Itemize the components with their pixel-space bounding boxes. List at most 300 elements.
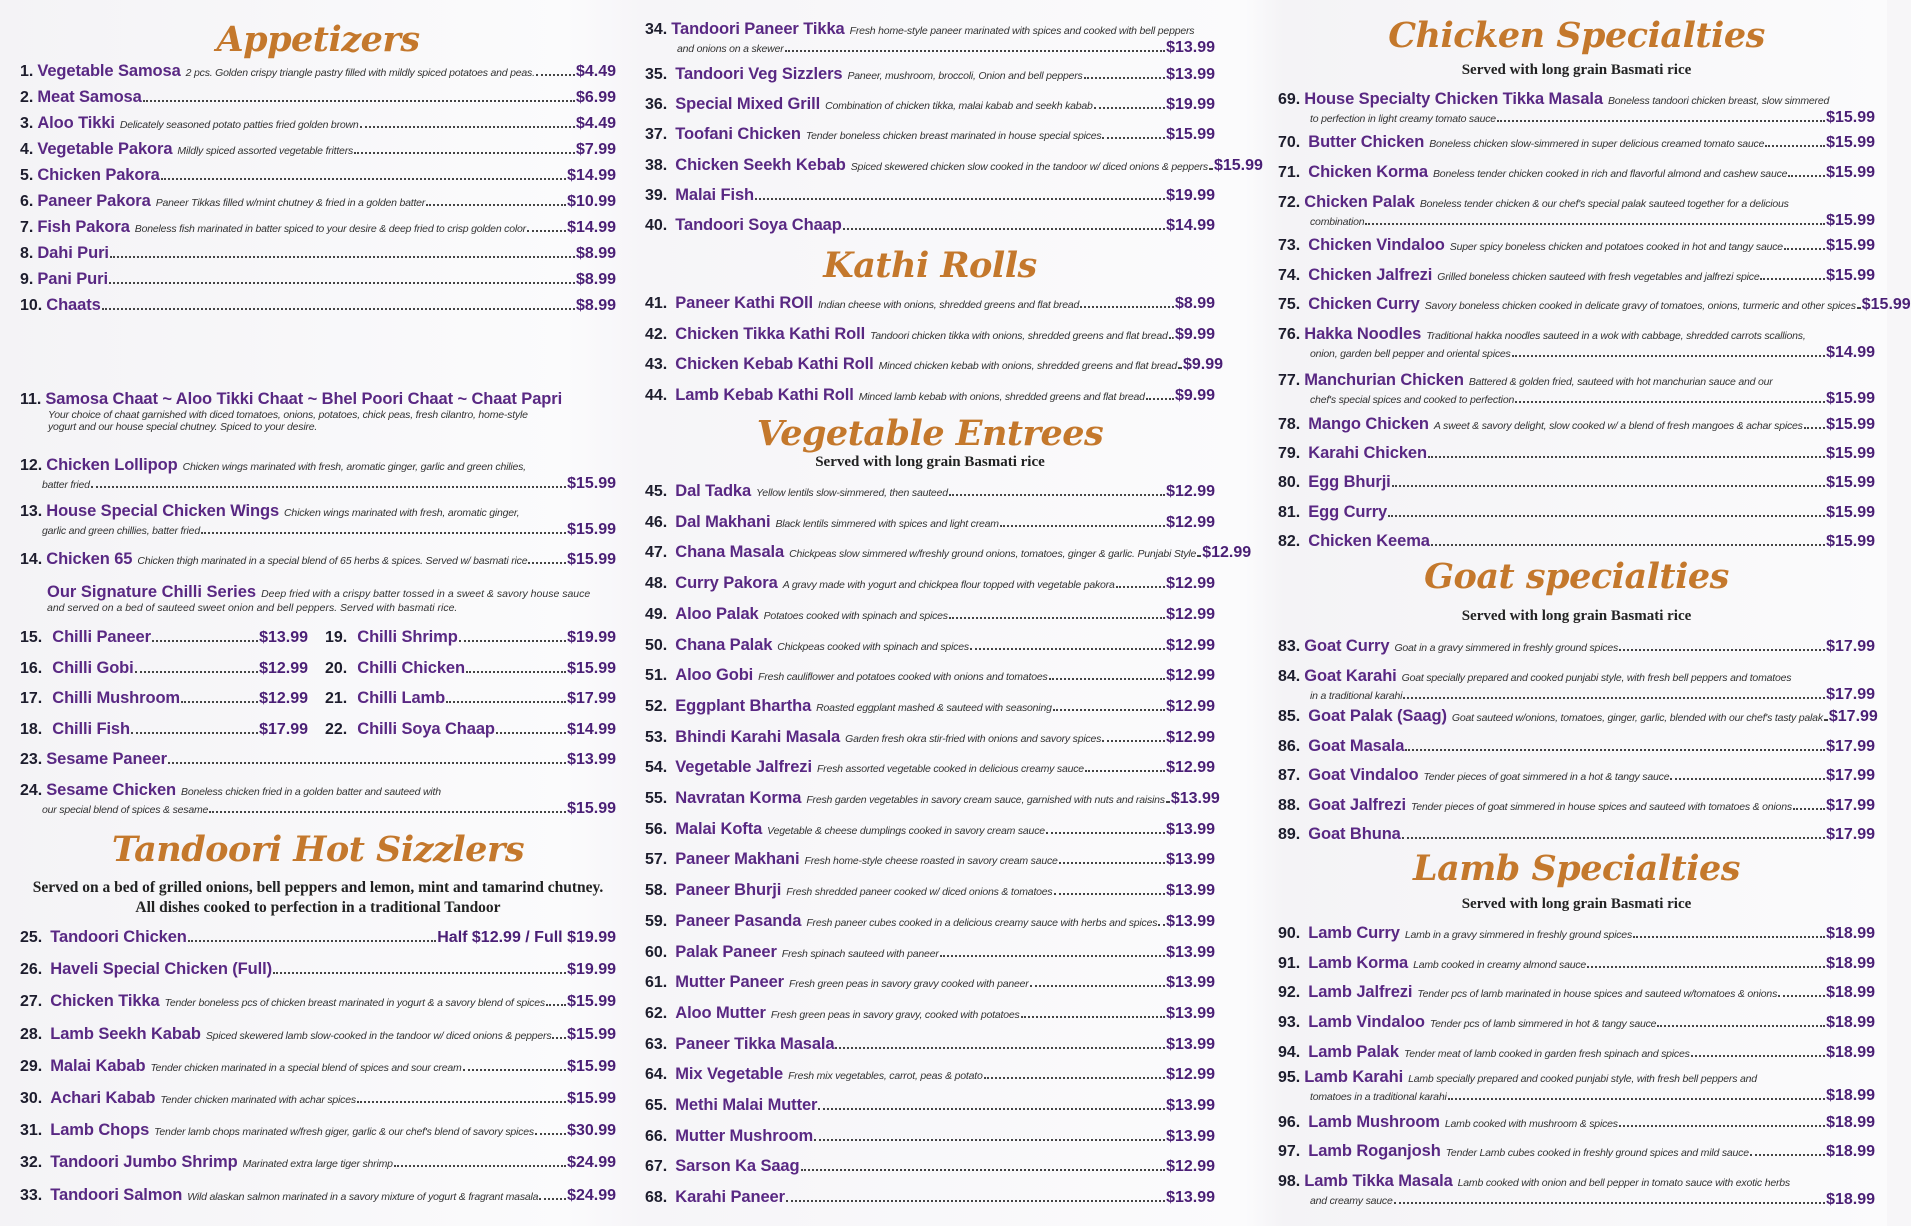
item-desc: Paneer, mushroom, broccoli, Onion and bell peppers bbox=[847, 70, 1083, 82]
item-price: $12.99 bbox=[1166, 1066, 1215, 1084]
dot-leader bbox=[786, 1200, 1165, 1202]
item-name: Chicken Seekh Kebab bbox=[675, 155, 846, 174]
item-num: 42. bbox=[645, 325, 668, 343]
item-price: $13.99 bbox=[1166, 820, 1215, 838]
item-name: Tandoori Salmon bbox=[50, 1185, 183, 1204]
menu-item-61 bbox=[645, 973, 1215, 992]
dot-leader bbox=[459, 640, 566, 642]
menu-item-9 bbox=[20, 270, 616, 289]
item-num: 30. bbox=[20, 1090, 43, 1107]
menu-item-20 bbox=[325, 659, 616, 678]
item-num: 32. bbox=[20, 1154, 43, 1172]
item-desc: A gravy made with yogurt and chickpea flour topped with vegetable pakora bbox=[782, 579, 1115, 592]
item-num: 91. bbox=[1278, 954, 1301, 972]
item-desc: Lamb cooked with mushroom & spices bbox=[1444, 1118, 1618, 1130]
item-price: $18.99 bbox=[1826, 954, 1875, 972]
item-num: 65. bbox=[645, 1097, 668, 1114]
item-name: Lamb Chops bbox=[50, 1121, 150, 1140]
item-num: 52. bbox=[645, 697, 668, 715]
item-name: Mutter Paneer bbox=[675, 973, 784, 992]
item-num: 96. bbox=[1278, 1114, 1301, 1131]
dot-leader bbox=[1804, 427, 1825, 429]
item-name: Aloo Tikki bbox=[37, 114, 115, 132]
tandoori-note: Served on a bed of grilled onions, bell peppers and lemon, mint and tamarind chutney. All dishes cooked to perfection in a traditional Tandoor bbox=[32, 879, 604, 916]
item-name: Aloo Gobi bbox=[675, 666, 754, 685]
item-num: 20. bbox=[325, 659, 348, 677]
menu-item-74 bbox=[1278, 266, 1875, 285]
menu-item-94 bbox=[1278, 1043, 1875, 1062]
dot-leader bbox=[1085, 770, 1165, 772]
item-desc: Marinated extra large tiger shrimp bbox=[242, 1158, 393, 1171]
item-price: $12.99 bbox=[1166, 697, 1215, 715]
item-price: $17.99 bbox=[1826, 737, 1875, 755]
item-num: 81. bbox=[1278, 503, 1301, 521]
item-num: 45. bbox=[645, 483, 668, 500]
goat-specialties-title: Goat specialties bbox=[1424, 556, 1729, 597]
menu-item-75 bbox=[1278, 295, 1911, 314]
item-price: $12.99 bbox=[1166, 483, 1215, 500]
item-desc: Chickpeas cooked with spinach and spices bbox=[777, 640, 969, 653]
item-num: 74. bbox=[1278, 266, 1301, 284]
dot-leader bbox=[1788, 175, 1825, 177]
menu-item-67 bbox=[645, 1157, 1215, 1176]
item-price: $15.99 bbox=[1826, 503, 1875, 521]
item-price: $24.99 bbox=[567, 1154, 616, 1172]
item-name: Goat Vindaloo bbox=[1308, 766, 1419, 784]
dot-leader bbox=[755, 198, 1165, 200]
item-desc: Tender boneless chicken breast marinated in house special spices bbox=[805, 130, 1102, 143]
dot-leader bbox=[1030, 985, 1165, 987]
item-price: $6.99 bbox=[575, 89, 616, 106]
menu-item-36 bbox=[645, 95, 1215, 114]
item-name: Goat Jalfrezi bbox=[1308, 795, 1406, 814]
item-desc: Savory boneless chicken cooked in delicate gravy of tomatoes, onions, turmeric and other spices bbox=[1424, 300, 1856, 312]
item-desc: Black lentils simmered with spices and light cream bbox=[775, 517, 999, 530]
item-num: 29. bbox=[20, 1057, 43, 1075]
dot-leader bbox=[527, 230, 566, 232]
item-num: 62. bbox=[645, 1004, 668, 1022]
item-num: 89. bbox=[1278, 826, 1301, 843]
item-num: 46. bbox=[645, 513, 668, 531]
item-name: Paneer Pakora bbox=[37, 192, 151, 210]
dot-leader bbox=[1158, 924, 1165, 926]
item-num: 61. bbox=[645, 974, 668, 992]
item-num: 28. bbox=[20, 1025, 43, 1043]
dot-leader bbox=[273, 972, 566, 974]
item-desc: Roasted eggplant mashed & sauteed with seasoning bbox=[816, 701, 1052, 714]
item-desc: Super spicy boneless chicken and potatoes cooked in hot and tangy sauce bbox=[1449, 241, 1783, 253]
item-desc: Vegetable & cheese dumplings cooked in savory cream sauce bbox=[767, 824, 1045, 837]
menu-item-44 bbox=[645, 386, 1215, 405]
dot-leader bbox=[535, 1133, 566, 1135]
menu-item-64 bbox=[645, 1065, 1215, 1084]
item-name: Special Mixed Grill bbox=[675, 95, 821, 114]
item-price: $4.49 bbox=[575, 115, 616, 132]
column-right bbox=[1278, 0, 1911, 1226]
item-num: 86. bbox=[1278, 737, 1301, 755]
menu-item-15 bbox=[20, 628, 308, 647]
item-num: 80. bbox=[1278, 474, 1301, 492]
menu-item-82 bbox=[1278, 532, 1875, 551]
menu-item-48 bbox=[645, 574, 1215, 593]
item-price: $12.99 bbox=[1202, 544, 1252, 562]
menu-item-23: 23. Sesame Paneer $13.99 bbox=[20, 750, 616, 768]
item-name: Lamb Jalfrezi bbox=[1308, 983, 1413, 1002]
item-num: 1. bbox=[20, 63, 34, 80]
item-name: Lamb Roganjosh bbox=[1308, 1142, 1441, 1160]
item-price: $12.99 bbox=[1166, 728, 1215, 746]
item-price: $12.99 bbox=[1166, 605, 1215, 623]
item-num: 16. bbox=[20, 659, 43, 677]
item-desc: Boneless tender chicken cooked in rich and flavorful almond and cashew sauce bbox=[1433, 168, 1788, 180]
menu-item-45 bbox=[645, 482, 1215, 501]
item-desc: Delicately seasoned potato patties fried golden brown bbox=[119, 119, 359, 131]
item-num: 25. bbox=[20, 929, 43, 946]
menu-item-47 bbox=[645, 543, 1252, 562]
menu-item-39 bbox=[645, 186, 1215, 205]
menu-item-77: 77. Manchurian Chicken Battered & golden fried, sauteed with hot manchurian sauce and our chef's special spices and cooked to perfection $15.99 bbox=[1278, 371, 1875, 407]
item-name: Malai Kofta bbox=[675, 819, 763, 838]
item-desc: Tender pcs of lamb marinated in house spices and sauteed w/tomatoes & onions bbox=[1417, 988, 1778, 1001]
menu-item-38 bbox=[645, 155, 1263, 175]
item-num: 36. bbox=[645, 96, 668, 114]
item-price: $9.99 bbox=[1174, 386, 1215, 404]
dot-leader bbox=[1000, 525, 1165, 527]
item-price: $15.99 bbox=[567, 659, 616, 677]
menu-item-24: 24. Sesame Chicken Boneless chicken fried in a golden batter and sauteed with our special blend of spices & sesame $15.99 bbox=[20, 781, 616, 817]
item-num: 17. bbox=[20, 690, 43, 707]
menu-item-49 bbox=[645, 605, 1215, 624]
menu-item-10 bbox=[20, 296, 616, 315]
item-desc: Grilled boneless chicken sauteed with fresh vegetables and jalfrezi spice bbox=[1437, 270, 1760, 283]
menu-item-60 bbox=[645, 943, 1215, 962]
menu-item-19 bbox=[325, 628, 616, 647]
dot-leader bbox=[1116, 586, 1165, 588]
dot-leader bbox=[1428, 456, 1825, 458]
item-name: Lamb Palak bbox=[1308, 1042, 1399, 1061]
dot-leader bbox=[814, 1139, 1165, 1141]
item-name: Goat Bhuna bbox=[1308, 825, 1401, 843]
dot-leader bbox=[109, 282, 575, 284]
item-name: Achari Kabab bbox=[50, 1089, 156, 1107]
item-num: 31. bbox=[20, 1122, 43, 1140]
dot-leader bbox=[1405, 749, 1825, 751]
item-desc: A sweet & savory delight, slow cooked w/ a blend of fresh mangoes & achar spices bbox=[1433, 420, 1803, 432]
menu-item-88 bbox=[1278, 796, 1875, 815]
menu-item-33 bbox=[20, 1186, 616, 1205]
item-num: 59. bbox=[645, 912, 668, 930]
item-price: $18.99 bbox=[1826, 1014, 1875, 1032]
menu-item-90 bbox=[1278, 924, 1875, 943]
item-num: 39. bbox=[645, 186, 668, 204]
item-num: 4. bbox=[20, 141, 34, 158]
item-name: Chicken Kebab Kathi Roll bbox=[675, 355, 874, 373]
item-num: 19. bbox=[325, 629, 348, 646]
item-desc: Tender Lamb cubes cooked in freshly ground spices and mild sauce bbox=[1445, 1147, 1749, 1159]
dot-leader bbox=[463, 1069, 567, 1071]
menu-item-86 bbox=[1278, 737, 1875, 756]
item-price: $18.99 bbox=[1826, 1043, 1875, 1061]
item-price: $8.99 bbox=[1174, 295, 1215, 312]
item-num: 70. bbox=[1278, 134, 1301, 151]
menu-item-18 bbox=[20, 720, 308, 739]
item-num: 60. bbox=[645, 943, 668, 961]
item-num: 2. bbox=[20, 89, 34, 106]
dot-leader bbox=[984, 1077, 1165, 1079]
menu-item-76: 76. Hakka Noodles Traditional hakka noodles sauteed in a wok with cabbage, shredded carrots scallions, onion, garden bell pepper and oriental spices $14.99 bbox=[1278, 325, 1875, 361]
item-num: 18. bbox=[20, 720, 43, 738]
item-price: $15.99 bbox=[1861, 296, 1911, 313]
menu-item-16 bbox=[20, 659, 308, 678]
dot-leader bbox=[131, 732, 258, 734]
item-num: 47. bbox=[645, 544, 668, 562]
menu-item-4 bbox=[20, 140, 616, 159]
item-num: 94. bbox=[1278, 1043, 1301, 1061]
menu-item-22 bbox=[325, 720, 616, 739]
item-num: 82. bbox=[1278, 532, 1301, 550]
item-name: Chaats bbox=[46, 296, 101, 314]
menu-item-21 bbox=[325, 689, 616, 708]
dot-leader bbox=[1657, 1025, 1825, 1027]
item-num: 53. bbox=[645, 728, 668, 746]
item-price: $9.99 bbox=[1182, 356, 1224, 373]
item-name: Chana Palak bbox=[675, 635, 773, 654]
item-price: $15.99 bbox=[1826, 474, 1875, 492]
menu-item-93 bbox=[1278, 1013, 1875, 1032]
dot-leader bbox=[466, 671, 566, 673]
menu-item-51 bbox=[645, 666, 1215, 685]
item-name: Chana Masala bbox=[675, 543, 785, 562]
item-desc: Paneer Tikkas filled w/mint chutney & fried in a golden batter bbox=[155, 197, 426, 209]
menu-item-72: 72. Chicken Palak Boneless tender chicken & our chef's special palak sauteed together for a delicious combination $15.99 bbox=[1278, 193, 1875, 229]
dot-leader bbox=[1691, 1055, 1825, 1057]
item-price: $12.99 bbox=[1166, 1158, 1215, 1176]
menu-item-41 bbox=[645, 294, 1215, 313]
menu-item-71 bbox=[1278, 163, 1875, 182]
item-desc: Tender pieces of goat simmered in a hot & tangy sauce bbox=[1423, 771, 1670, 783]
menu-item-6 bbox=[20, 192, 616, 211]
item-name: Chicken Keema bbox=[1308, 531, 1430, 550]
dot-leader bbox=[1857, 307, 1861, 309]
item-price: Half $12.99 / Full $19.99 bbox=[437, 929, 616, 946]
tandoori-title: Tandoori Hot Sizzlers bbox=[111, 829, 525, 870]
dot-leader bbox=[801, 1169, 1166, 1171]
dot-leader bbox=[1587, 966, 1825, 968]
item-price: $14.99 bbox=[567, 720, 616, 738]
item-num: 9. bbox=[20, 271, 34, 288]
item-name: Chicken Tikka Kathi Roll bbox=[675, 324, 866, 343]
menu-item-54 bbox=[645, 758, 1215, 777]
item-num: 97. bbox=[1278, 1143, 1301, 1160]
item-desc: Boneless chicken slow-simmered in super delicious creamed tomato sauce bbox=[1429, 138, 1765, 150]
item-price: $13.99 bbox=[1166, 974, 1215, 992]
item-price: $15.99 bbox=[1826, 164, 1875, 181]
item-price: $18.99 bbox=[1826, 984, 1875, 1002]
item-name: Vegetable Pakora bbox=[37, 140, 173, 158]
item-name: Aloo Mutter bbox=[675, 1003, 766, 1022]
menu-item-66 bbox=[645, 1127, 1215, 1146]
item-name: Paneer Pasanda bbox=[675, 911, 802, 930]
item-name: Methi Malai Mutter bbox=[675, 1096, 818, 1114]
menu-item-3 bbox=[20, 114, 616, 133]
dot-leader bbox=[1388, 515, 1825, 517]
menu-item-37 bbox=[645, 125, 1215, 144]
item-price: $12.99 bbox=[1166, 575, 1215, 593]
item-price: $13.99 bbox=[1166, 1127, 1215, 1145]
item-price: $30.99 bbox=[567, 1122, 616, 1140]
item-name: Chicken Jalfrezi bbox=[1308, 265, 1433, 284]
dot-leader bbox=[1084, 77, 1165, 79]
item-desc: Fresh mix vegetables, carrot, peas & potato bbox=[788, 1070, 983, 1083]
item-num: 64. bbox=[645, 1066, 668, 1084]
item-name: Goat Masala bbox=[1308, 736, 1405, 755]
item-name: Chilli Paneer bbox=[52, 628, 151, 646]
dot-leader bbox=[1633, 936, 1825, 938]
item-num: 63. bbox=[645, 1035, 668, 1053]
dot-leader bbox=[970, 648, 1165, 650]
menu-item-8 bbox=[20, 244, 616, 263]
item-price: $13.99 bbox=[1166, 1097, 1215, 1114]
item-price: $24.99 bbox=[567, 1186, 616, 1204]
dot-leader bbox=[135, 671, 258, 673]
item-price: $15.99 bbox=[567, 993, 616, 1011]
menu-item-58 bbox=[645, 881, 1215, 900]
dot-leader bbox=[546, 1004, 566, 1006]
item-desc: Fresh cauliflower and potatoes cooked with onions and tomatoes bbox=[758, 671, 1048, 684]
dot-leader bbox=[1750, 1154, 1825, 1156]
item-name: Chicken Korma bbox=[1308, 163, 1428, 181]
dot-leader bbox=[1046, 832, 1165, 834]
item-name: Chicken Tikka bbox=[50, 992, 160, 1011]
item-price: $15.99 bbox=[1166, 126, 1215, 144]
item-num: 87. bbox=[1278, 767, 1301, 784]
menu-item-42 bbox=[645, 325, 1215, 344]
item-desc: Lamb in a gravy simmered in freshly ground spices bbox=[1404, 929, 1632, 941]
item-name: Chilli Gobi bbox=[52, 658, 134, 677]
item-price: $15.99 bbox=[567, 1025, 616, 1043]
dot-leader bbox=[949, 617, 1165, 619]
item-num: 56. bbox=[645, 820, 668, 838]
item-price: $15.99 bbox=[1826, 134, 1875, 151]
item-price: $15.99 bbox=[1826, 532, 1875, 550]
item-name: Chilli Mushroom bbox=[52, 689, 180, 707]
item-num: 66. bbox=[645, 1127, 668, 1145]
chicken-specialties-title: Chicken Specialties bbox=[1388, 15, 1765, 56]
dot-leader bbox=[1178, 367, 1182, 369]
item-desc: Yellow lentils slow-simmered, then sauteed bbox=[756, 487, 948, 499]
item-price: $17.99 bbox=[1826, 767, 1875, 784]
menu-item-56 bbox=[645, 820, 1215, 839]
item-name: Lamb Kebab Kathi Roll bbox=[675, 385, 854, 404]
menu-item-78 bbox=[1278, 415, 1875, 434]
item-price: $8.99 bbox=[575, 245, 616, 262]
item-name: Dal Tadka bbox=[675, 482, 752, 500]
dot-leader bbox=[1824, 719, 1828, 721]
dot-leader bbox=[818, 1108, 1165, 1110]
menu-item-26 bbox=[20, 960, 616, 979]
menu-item-30 bbox=[20, 1089, 616, 1108]
item-num: 10. bbox=[20, 297, 43, 314]
menu-item-31 bbox=[20, 1121, 616, 1140]
dot-leader bbox=[1102, 740, 1165, 742]
item-name: Vegetable Jalfrezi bbox=[675, 758, 812, 777]
item-price: $13.99 bbox=[1166, 943, 1215, 961]
item-price: $12.99 bbox=[259, 690, 308, 707]
item-num: 38. bbox=[645, 156, 668, 174]
menu-item-50 bbox=[645, 636, 1215, 655]
lamb-specialties-subtitle: Served with long grain Basmati rice bbox=[1461, 896, 1692, 912]
item-name: Paneer Tikka Masala bbox=[675, 1034, 835, 1053]
item-price: $13.99 bbox=[1170, 790, 1220, 807]
item-price: $8.99 bbox=[575, 297, 616, 314]
dot-leader bbox=[110, 256, 575, 258]
item-desc: Fresh green peas in savory gravy, cooked with potatoes bbox=[770, 1008, 1020, 1021]
item-desc: Fresh paneer cubes cooked in a delicious creamy sauce with herbs and spices bbox=[806, 916, 1158, 929]
dot-leader bbox=[536, 74, 575, 76]
item-desc: 2 pcs. Golden crispy triangle pastry filled with mildly spiced potatoes and peas. bbox=[185, 67, 535, 79]
item-num: 90. bbox=[1278, 925, 1301, 942]
item-name: Karahi Chicken bbox=[1308, 444, 1427, 463]
item-num: 22. bbox=[325, 720, 348, 738]
item-num: 7. bbox=[20, 219, 34, 236]
item-price: $13.99 bbox=[1166, 1035, 1215, 1053]
menu-item-65 bbox=[645, 1096, 1215, 1115]
item-desc: Tender meat of lamb cooked in garden fresh spinach and spices bbox=[1403, 1047, 1690, 1060]
goat-specialties-subtitle: Served with long grain Basmati rice bbox=[1461, 608, 1692, 624]
item-price: $17.99 bbox=[1826, 826, 1875, 843]
item-price: $15.99 bbox=[1826, 237, 1875, 254]
item-desc: Tender pcs of lamb simmered in hot & tangy sauce bbox=[1429, 1018, 1657, 1031]
item-desc: Combination of chicken tikka, malai kabab and seekh kabab bbox=[825, 100, 1093, 113]
menu-item-14: 14. Chicken 65 Chicken thigh marinated in a special blend of 65 herbs & spices. Served w/ basmati rice $15.99 bbox=[20, 550, 616, 568]
item-name: Sarson Ka Saag bbox=[675, 1157, 800, 1176]
dot-leader bbox=[1094, 107, 1165, 109]
item-price: $15.99 bbox=[567, 1057, 616, 1075]
item-price: $7.99 bbox=[575, 141, 616, 158]
item-num: 79. bbox=[1278, 445, 1301, 463]
item-name: Tandoori Soya Chaap bbox=[675, 216, 842, 234]
dot-leader bbox=[1431, 544, 1825, 546]
menu-item-11: 11. Samosa Chaat ~ Aloo Tikki Chaat ~ Bhel Poori Chaat ~ Chaat Papri Your choice of chaat garnished with diced tomatoes, onions, potatoes, chick peas, fresh cilantro, home-style yogurt and our house special chutney. Spiced to your desire. bbox=[20, 390, 563, 433]
menu-item-53 bbox=[645, 728, 1215, 747]
dot-leader bbox=[1760, 278, 1825, 280]
item-num: 15. bbox=[20, 629, 43, 646]
lamb-specialties-title: Lamb Specialties bbox=[1412, 848, 1740, 889]
item-desc: Chickpeas slow simmered w/freshly ground onions, tomatoes, ginger & garlic. Punjabi Style bbox=[789, 548, 1197, 561]
menu-item-35 bbox=[645, 65, 1215, 84]
menu-item-1 bbox=[20, 62, 616, 81]
dot-leader bbox=[1619, 1125, 1825, 1127]
menu-item-62 bbox=[645, 1004, 1215, 1023]
item-price: $12.99 bbox=[1166, 759, 1215, 777]
dot-leader bbox=[446, 701, 566, 703]
item-price: $13.99 bbox=[1166, 912, 1215, 930]
vegetable-entrees-title: Vegetable Entrees bbox=[756, 413, 1104, 454]
item-name: Curry Pakora bbox=[675, 574, 778, 593]
dot-leader bbox=[1059, 862, 1165, 864]
dot-leader bbox=[1670, 778, 1825, 780]
item-name: Lamb Mushroom bbox=[1308, 1113, 1440, 1131]
item-name: Lamb Seekh Kabab bbox=[50, 1024, 201, 1043]
item-price: $13.99 bbox=[1166, 1004, 1215, 1022]
chicken-specialties-subtitle: Served with long grain Basmati rice bbox=[1461, 62, 1692, 78]
item-price: $19.99 bbox=[1166, 186, 1215, 204]
menu-item-52 bbox=[645, 697, 1215, 716]
item-name: Fish Pakora bbox=[37, 218, 130, 236]
item-price: $14.99 bbox=[567, 167, 616, 184]
item-desc: Fresh green peas in savory gravy cooked with paneer bbox=[788, 978, 1029, 991]
dot-leader bbox=[835, 1047, 1165, 1049]
